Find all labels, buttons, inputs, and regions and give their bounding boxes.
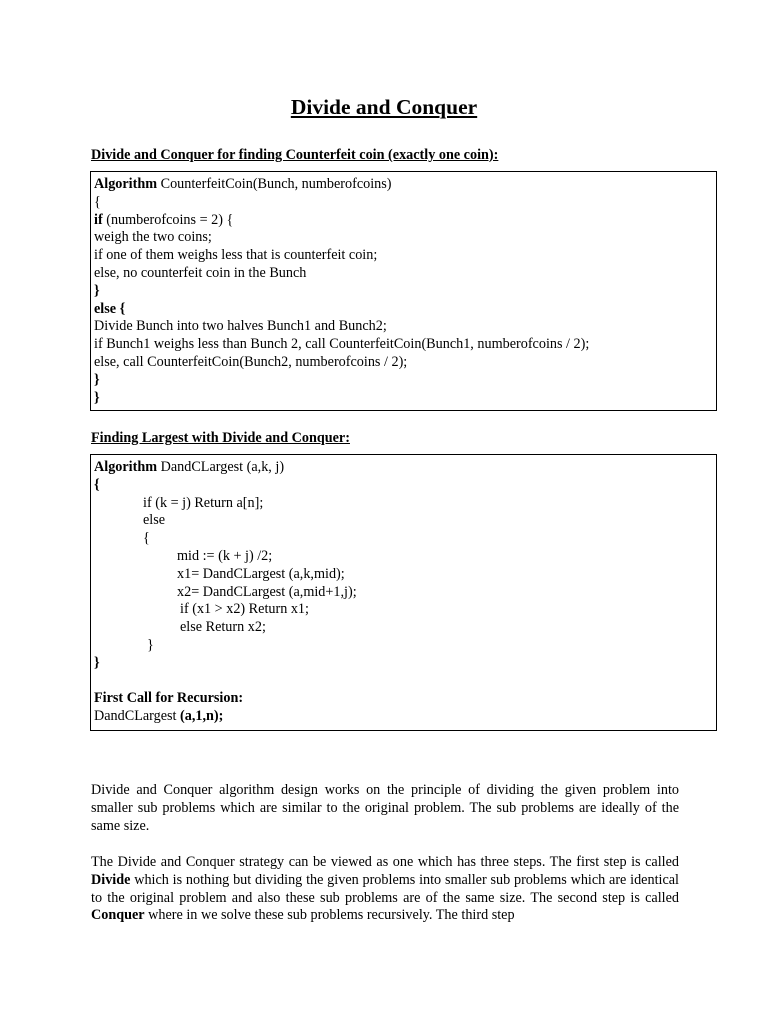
code-line: if (numberofcoins = 2) { (94, 211, 234, 228)
code-line: Algorithm CounterfeitCoin(Bunch, numberofcoins) (94, 176, 392, 192)
document-title: Divide and Conquer (290, 95, 478, 119)
code-line: Algorithm DandCLargest (a,k, j) (94, 459, 285, 475)
counterfeit-section-heading: Divide and Conquer for finding Counterfeit coin (exactly one coin): (91, 147, 499, 163)
code-line: if (k = j) Return a[n]; (143, 494, 264, 511)
code-line: } (94, 371, 100, 388)
code-line: else Return x2; (180, 619, 266, 636)
blank-line (94, 673, 716, 691)
code-line: x1= DandCLargest (a,k,mid); (177, 565, 345, 582)
code-line: } (94, 654, 100, 671)
code-line: } (94, 389, 100, 406)
counterfeit-algorithm-box (90, 171, 717, 411)
largest-algorithm-box (90, 454, 717, 731)
code-line: else (143, 512, 166, 529)
code-line: Divide Bunch into two halves Bunch1 and Bunch2; (94, 318, 387, 335)
code-line: } (94, 282, 100, 299)
intro-paragraph: Divide and Conquer algorithm design works on the principle of dividing the given problem into smaller sub problems which are similar to the original problem. The sub problems are ideally of the same size. (91, 782, 679, 834)
code-line: } (147, 636, 154, 653)
code-line: x2= DandCLargest (a,mid+1,j); (177, 583, 357, 600)
code-line: else, no counterfeit coin in the Bunch (94, 264, 307, 281)
strategy-paragraph: The Divide and Conquer strategy can be viewed as one which has three steps. The first step is called Divide which is nothing but dividing the given problems into smaller sub problems which are identical to the original problem and also these sub problems are of the same size. The second step is called Conquer where in we solve these sub problems recursively. The third step (91, 854, 679, 924)
code-line: if one of them weighs less that is counterfeit coin; (94, 247, 378, 264)
term-divide: Divide (91, 871, 131, 888)
first-call-label: First Call for Recursion: (94, 690, 244, 707)
code-line: if (x1 > x2) Return x1; (180, 601, 309, 618)
code-line: if Bunch1 weighs less than Bunch 2, call CounterfeitCoin(Bunch1, numberofcoins / 2); (94, 336, 590, 353)
code-line: { (94, 193, 101, 210)
code-line: { (143, 530, 150, 547)
code-line: mid := (k + j) /2; (177, 547, 273, 564)
largest-section-heading: Finding Largest with Divide and Conquer: (91, 430, 350, 446)
code-line: weigh the two coins; (94, 229, 212, 246)
term-conquer: Conquer (91, 907, 145, 924)
first-call-line: DandCLargest (a,1,n); (94, 708, 224, 725)
code-line: else { (94, 300, 126, 317)
code-line: { (94, 476, 100, 493)
code-line: else, call CounterfeitCoin(Bunch2, numberofcoins / 2); (94, 353, 408, 370)
